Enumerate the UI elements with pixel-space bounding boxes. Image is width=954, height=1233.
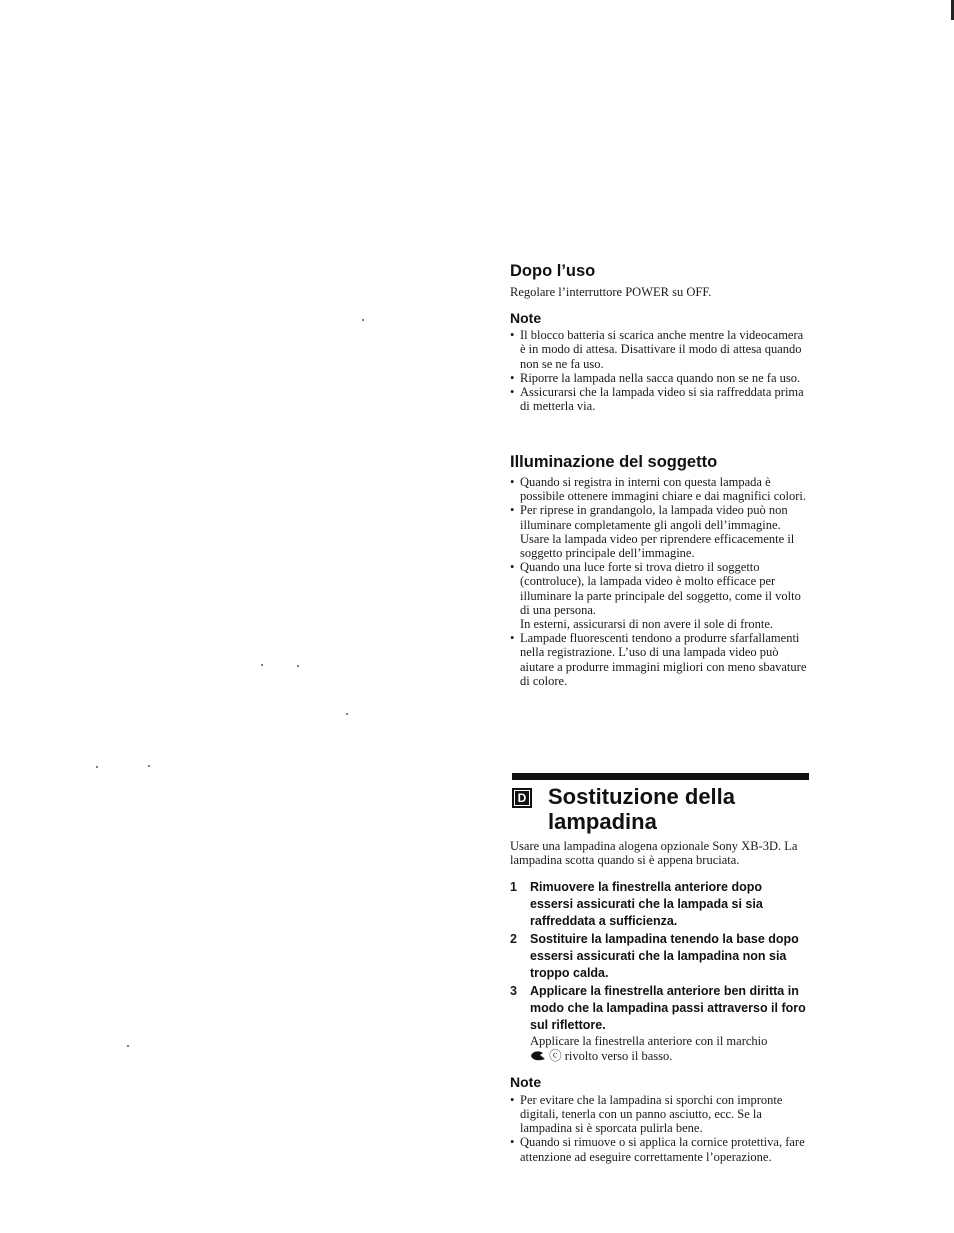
list-item: • Per riprese in grandangolo, la lampada video può non illuminare completamente gli angoli dell’immagine. Usare la lampada video per riprendere efficacemente il soggetto principale dell’immagine. [510,503,810,560]
list-item: • Il blocco batteria si scarica anche mentre la videocamera è in modo di attesa. Disattivare il modo di attesa quando non se ne fa uso. [510,328,810,371]
title-line-2: lampadina [548,809,657,834]
list-item: • Lampade fluorescenti tendono a produrre sfarfallamenti nella registrazione. L’uso di una lampada video può aiutare a produrre immagini migliori con meno sbavature di colore. [510,631,810,688]
dopo-note-list [510,328,810,413]
section-badge-letter: D [515,791,529,805]
step-subtext [530,1034,806,1062]
step-number: 2 [510,932,517,947]
sostituzione-note-list [510,1093,806,1164]
scan-speck [127,1045,129,1047]
section-sostituzione-body [510,839,806,1164]
section-illuminazione [510,452,810,688]
list-item: • Per evitare che la lampadina si sporchi con impronte digitali, tenerla con un panno asciutto, ecc. Se la lampadina si è sporcata pulirla bene. [510,1093,806,1136]
heading-dopo-uso: Dopo l’uso [510,262,596,280]
step-item [510,931,806,982]
heading-illuminazione: Illuminazione del soggetto [510,453,718,471]
step-number: 3 [510,984,517,999]
list-item: • Quando si registra in interni con questa lampada è possibile ottenere immagini chiare e dai magnifici colori. [510,475,810,503]
step-subtext-a: Applicare la finestrella anteriore con il marchio [530,1034,768,1049]
list-item-extra: In esterni, assicurarsi di non avere il sole di fronte. [520,617,774,632]
step-subtext-b: ⓒ rivolto verso il basso. [549,1048,673,1063]
title-line-1: Sostituzione della [548,784,736,809]
dopo-uso-text: Regolare l’interruttore POWER su OFF. [510,285,712,299]
scan-speck [346,713,348,715]
scan-speck [297,665,299,667]
step-item [510,879,806,930]
scan-speck [148,765,150,767]
steps-list [510,879,806,1062]
step-text: Rimuovere la finestrella anteriore dopo essersi assicurati che la lampada si sia raffreddata a sufficienza. [530,880,763,929]
lamp-mark-icon [530,1050,546,1061]
sostituzione-intro: Usare una lampadina alogena opzionale Sony XB-3D. La lampadina scotta quando si è appena bruciata. [510,839,798,868]
scan-speck [261,664,263,666]
dopo-note-heading: Note [510,310,542,327]
list-item: • Riporre la lampada nella sacca quando non se ne fa uso. [510,371,810,385]
list-item-text: Quando una luce forte si trova dietro il soggetto (controluce), la lampada video è molto efficace per illuminare la parte principale del soggetto, come il volto di una persona. [520,560,801,617]
scan-speck [96,766,98,768]
section-dopo-uso [510,261,810,413]
section-badge [512,788,532,808]
illuminazione-list [510,475,810,688]
step-text: Sostituire la lampadina tenendo la base dopo essersi assicurati che la lampadina non sia troppo calda. [530,932,799,981]
list-item [510,560,810,631]
list-item: • Quando si rimuove o si applica la cornice protettiva, fare attenzione ad eseguire correttamente l’operazione. [510,1135,806,1163]
sostituzione-note-heading: Note [510,1073,542,1090]
step-number: 1 [510,880,517,895]
step-item [510,983,806,1062]
list-item: • Assicurarsi che la lampada video si sia raffreddata prima di metterla via. [510,385,810,413]
scan-speck [362,319,364,321]
step-text: Applicare la finestrella anteriore ben diritta in modo che la lampadina passi attraverso il foro sul riflettore. [530,984,806,1033]
section-divider-bar [512,773,809,780]
